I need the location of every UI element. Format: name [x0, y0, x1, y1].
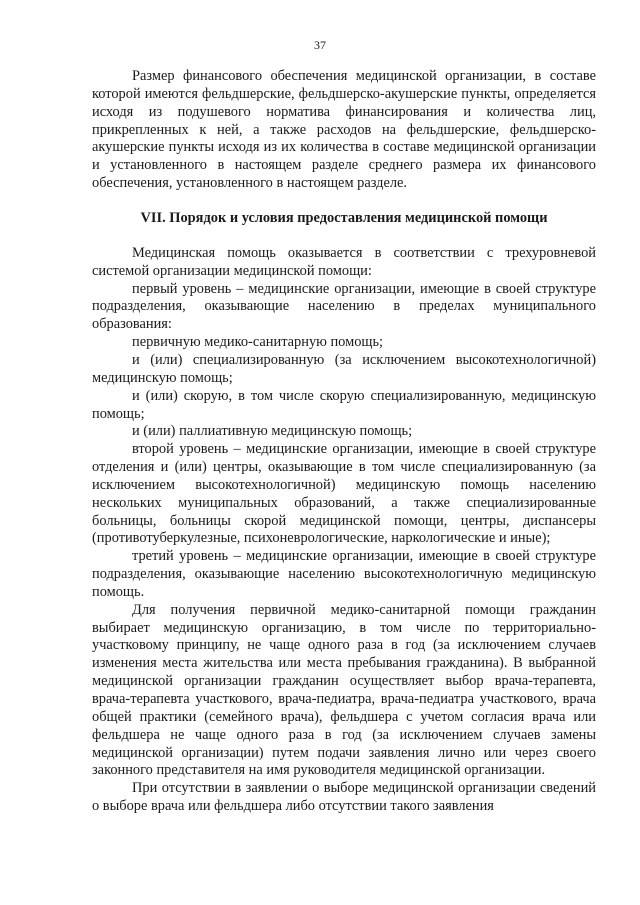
paragraph-emergency-care: и (или) скорую, в том числе скорую специализированную, медицинскую помощь;: [92, 387, 596, 422]
page-number: 37: [314, 38, 326, 52]
paragraph-third-level: третий уровень – медицинские организации, имеющие в своей структуре подразделения, оказывающие населению высокотехнологичную медицинскую помощь.: [92, 548, 596, 600]
paragraph-second-level: второй уровень – медицинские организации, имеющие в своей структуре отделения и (или) центры, оказывающие в том числе специализированную (за исключением высокотехнологичной) медицинскую помощь населению нескольких муниципальных образований, а также специализированные больницы, больницы скорой медицинской помощи, центры, диспансеры (противотуберкулезные, психоневрологические, наркологические и иные);: [92, 441, 596, 547]
paragraph-care-levels-intro: Медицинская помощь оказывается в соответствии с трехуровневой системой организации медицинской помощи:: [92, 244, 596, 279]
paragraph-first-level: первый уровень – медицинские организации, имеющие в своей структуре подразделения, оказывающие населению в пределах муниципального образования:: [92, 280, 596, 333]
document-body: [92, 68, 596, 816]
section-heading: VII. Порядок и условия предоставления медицинской помощи: [140, 209, 548, 226]
paragraph-choice-of-organization: Для получения первичной медико-санитарной помощи гражданин выбирает медицинскую организацию, в том числе по территориально-участковому принципу, не чаще одного раза в год (за исключением случаев изменения места жительства или места пребывания гражданина). В выбранной медицинской организации гражданин осуществляет выбор врача-терапевта, врача-терапевта участкового, врача-педиатра, врача-педиатра участкового, врача общей практики (семейного врача), фельдшера с учетом согласия врача или фельдшера не чаще одного раза в год (за исключением случаев замены медицинской организации) путем подачи заявления лично или через своего законного представителя на имя руководителя медицинской организации.: [92, 601, 596, 779]
paragraph-primary-care: первичную медико-санитарную помощь;: [132, 334, 384, 351]
intro-paragraph: Размер финансового обеспечения медицинской организации, в составе которой имеются фельдшерские, фельдшерско-акушерские пункты, определяется исходя из подушевого норматива финансирования и количества лиц, прикрепленных к ней, а также расходов на фельдшерские, фельдшерско-акушерские пункты исходя из их количества в составе медицинской организации и установленного в настоящем разделе среднего размера их финансового обеспечения, установленного в настоящем разделе.: [92, 68, 596, 192]
paragraph-absence-of-choice: При отсутствии в заявлении о выборе медицинской организации сведений о выборе врача или фельдшера либо отсутствии такого заявления: [92, 780, 596, 815]
paragraph-palliative-care: и (или) паллиативную медицинскую помощь;: [132, 423, 413, 440]
paragraph-specialized-care: и (или) специализированную (за исключением высокотехнологичной) медицинскую помощь;: [92, 351, 596, 386]
